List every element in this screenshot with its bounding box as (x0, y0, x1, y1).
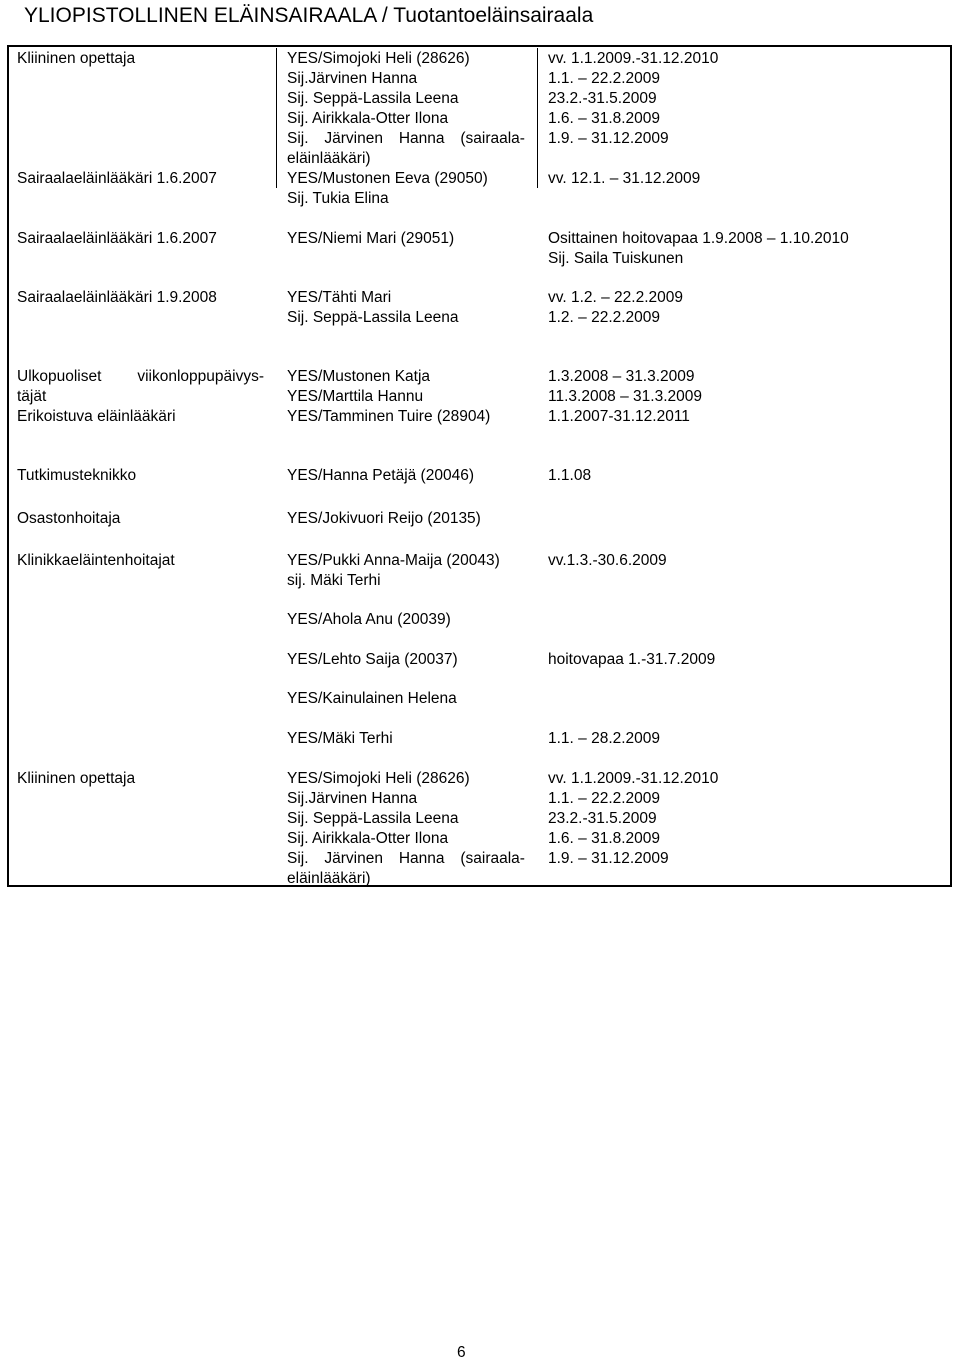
date-range: 1.6. – 31.8.2009 (548, 110, 661, 127)
staff-names (287, 367, 430, 407)
substitute-note: Sij. Saila Tuiskunen (548, 250, 684, 267)
date-range: vv. 1.2. – 22.2.2009 (548, 289, 684, 306)
staff-name: YES/Pukki Anna-Maija (20043) (287, 552, 500, 569)
staff-names (287, 551, 500, 591)
staff-name: YES/Lehto Saija (20037) (287, 651, 458, 668)
role-label: Erikoistuva eläinlääkäri (17, 408, 176, 425)
date-range: 23.2.-31.5.2009 (548, 810, 657, 827)
staff-name: YES/Simojoki Heli (28626) (287, 50, 470, 67)
role-label: täjät (17, 388, 47, 405)
staff-names (287, 169, 488, 209)
date-range: 1.1. – 28.2.2009 (548, 730, 661, 747)
date-range: 1.1.08 (548, 467, 592, 484)
staff-name: Sij. Tukia Elina (287, 190, 389, 207)
date-range: Osittainen hoitovapaa 1.9.2008 – 1.10.2010 (548, 230, 849, 247)
staff-name: Sij. Seppä-Lassila Leena (287, 90, 459, 107)
staff-names (287, 288, 458, 328)
staff-name: Sij.Järvinen Hanna (287, 70, 418, 87)
column-divider (276, 48, 277, 188)
role-label: Tutkimusteknikko (17, 467, 137, 484)
staff-name: YES/Simojoki Heli (28626) (287, 770, 470, 787)
staff-name: YES/Mäki Terhi (287, 730, 393, 747)
staff-names (287, 769, 470, 849)
date-range: vv. 1.1.2009.-31.12.2010 (548, 50, 719, 67)
staff-name: YES/Mustonen Eeva (29050) (287, 170, 488, 187)
staff-name: eläinlääkäri) (287, 870, 371, 887)
date-ranges (548, 367, 702, 407)
staff-name: YES/Niemi Mari (29051) (287, 230, 455, 247)
role-label: Osastonhoitaja (17, 510, 121, 527)
staff-name: YES/Kainulainen Helena (287, 690, 457, 707)
date-range: vv. 1.1.2009.-31.12.2010 (548, 770, 719, 787)
staff-name: Sij. Järvinen Hanna (sairaala- (287, 130, 525, 147)
date-ranges (548, 769, 718, 869)
date-range: 1.9. – 31.12.2009 (548, 130, 669, 147)
date-ranges (548, 49, 718, 149)
role-label: Kliininen opettaja (17, 770, 136, 787)
staff-name: YES/Tamminen Tuire (28904) (287, 408, 491, 425)
staff-name: YES/Hanna Petäjä (20046) (287, 467, 474, 484)
date-ranges (548, 229, 849, 269)
staff-name: YES/Marttila Hannu (287, 388, 424, 405)
role-label: Sairaalaeläinlääkäri 1.6.2007 (17, 230, 217, 247)
staff-name: YES/Tähti Mari (287, 289, 392, 306)
page-number: 6 (457, 1344, 466, 1361)
column-divider (537, 48, 538, 188)
staff-name: Sij. Järvinen Hanna (sairaala- (287, 850, 525, 867)
role-label: Kliininen opettaja (17, 50, 136, 67)
role-label: Sairaalaeläinlääkäri 1.6.2007 (17, 170, 217, 187)
date-range: vv.1.3.-30.6.2009 (548, 552, 667, 569)
date-ranges (548, 288, 683, 328)
role-label: Klinikkaeläintenhoitajat (17, 552, 175, 569)
staff-name: Sij.Järvinen Hanna (287, 790, 418, 807)
date-range: 23.2.-31.5.2009 (548, 90, 657, 107)
date-range: 1.1.2007-31.12.2011 (548, 408, 690, 425)
date-range: 1.2. – 22.2.2009 (548, 309, 661, 326)
staff-name: sij. Mäki Terhi (287, 572, 381, 589)
date-range: 1.9. – 31.12.2009 (548, 850, 669, 867)
date-range: 11.3.2008 – 31.3.2009 (548, 388, 702, 405)
date-range: vv. 12.1. – 31.12.2009 (548, 170, 701, 187)
date-range: 1.1. – 22.2.2009 (548, 70, 661, 87)
staff-name: Sij. Seppä-Lassila Leena (287, 810, 459, 827)
date-range: hoitovapaa 1.-31.7.2009 (548, 651, 716, 668)
staff-names (287, 49, 470, 129)
staff-name: Sij. Seppä-Lassila Leena (287, 309, 459, 326)
date-range: 1.6. – 31.8.2009 (548, 830, 661, 847)
staff-name: YES/Jokivuori Reijo (20135) (287, 510, 481, 527)
staff-name: Sij. Airikkala-Otter Ilona (287, 830, 449, 847)
role-label: Ulkopuoliset viikonloppupäivys- (17, 368, 264, 385)
page-title: YLIOPISTOLLINEN ELÄINSAIRAALA / Tuotantoeläinsairaala (24, 4, 594, 27)
role-label: Sairaalaeläinlääkäri 1.9.2008 (17, 289, 217, 306)
staff-name: eläinlääkäri) (287, 150, 371, 167)
date-range: 1.1. – 22.2.2009 (548, 790, 661, 807)
date-range: 1.3.2008 – 31.3.2009 (548, 368, 695, 385)
staff-name: Sij. Airikkala-Otter Ilona (287, 110, 449, 127)
staff-name: YES/Mustonen Katja (287, 368, 431, 385)
staff-name: YES/Ahola Anu (20039) (287, 611, 451, 628)
